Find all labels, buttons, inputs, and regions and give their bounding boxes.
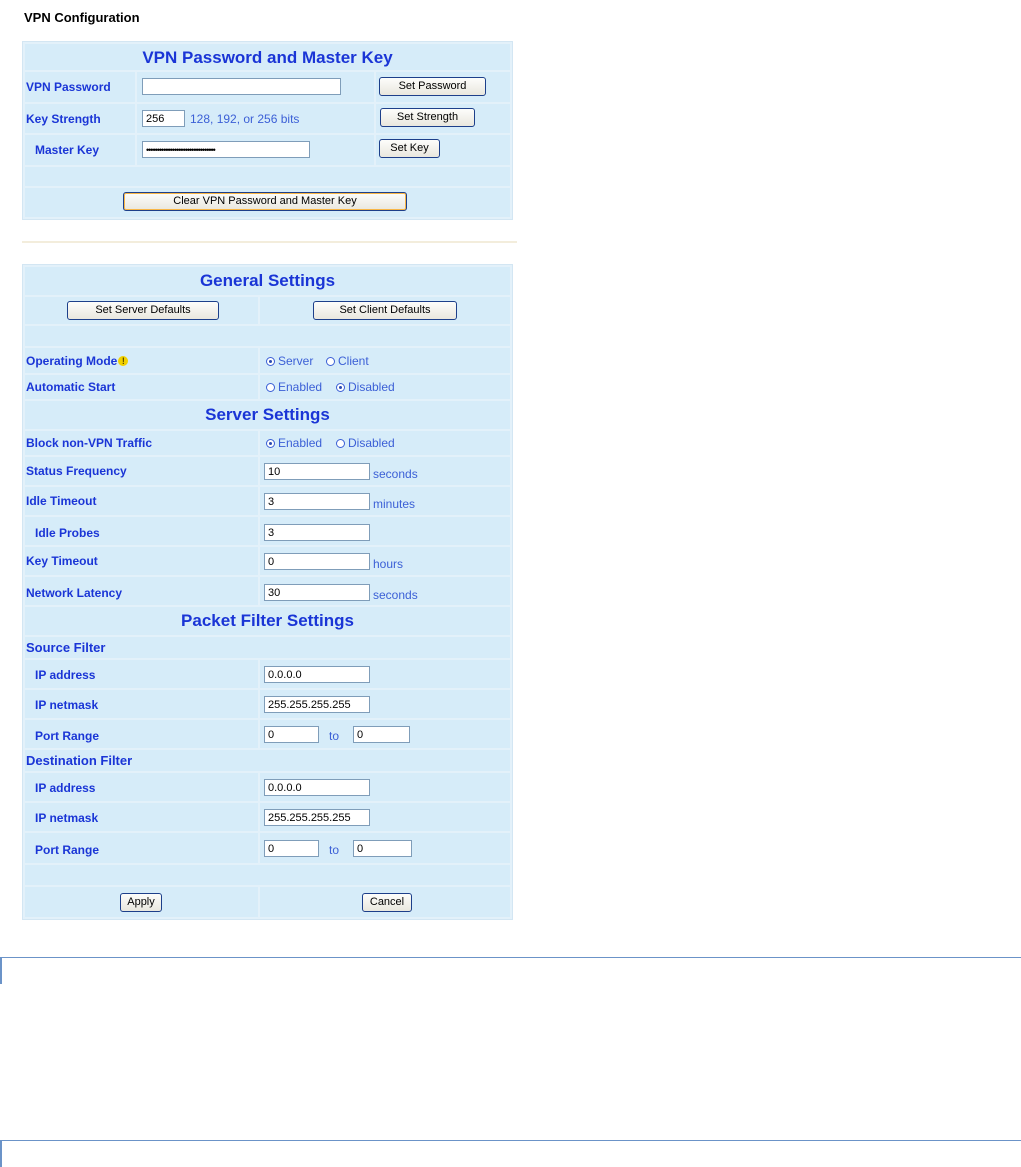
radio-empty-icon [336,439,345,448]
general-blank-row [23,326,512,346]
packet-blank-row [23,865,512,885]
clear-row [23,188,512,217]
automatic-start-row [23,375,512,399]
vpn-password-label: VPN Password [26,80,111,94]
idle-probes-label: Idle Probes [35,526,100,540]
key-strength-hint: 128, 192, or 256 bits [190,112,300,126]
packet-header-row [23,607,512,635]
source-ip-input[interactable] [264,666,370,683]
block-traffic-label: Block non-VPN Traffic [26,436,153,450]
key-strength-row [23,104,512,133]
source-port-to-input[interactable] [353,726,410,743]
master-key-label: Master Key [35,143,100,157]
source-ip-row [23,660,512,688]
warning-icon: ! [118,356,128,366]
network-latency-input[interactable] [264,584,370,601]
document-frame-top [0,957,1021,983]
key-timeout-unit: hours [373,557,404,571]
destination-port-from-input[interactable] [264,840,319,857]
vpn-password-panel [22,41,513,220]
page-title: VPN Configuration [24,10,140,25]
radio-empty-icon [266,383,275,392]
destination-ip-label: IP address [35,781,96,795]
source-port-from-input[interactable] [264,726,319,743]
destination-port-to-input[interactable] [353,840,412,857]
operating-mode-label: Operating Mode ! [26,354,128,368]
source-port-label: Port Range [35,729,100,743]
document-frame-bottom [0,1140,1021,1166]
network-latency-row [23,577,512,605]
idle-probes-row [23,517,512,545]
operating-mode-row [23,348,512,373]
set-client-defaults-button[interactable]: Set Client Defaults [313,301,457,320]
mode-client-radio[interactable]: Client [326,354,369,368]
radio-selected-icon [336,383,345,392]
block-traffic-disabled-radio[interactable]: Disabled [336,436,395,450]
destination-port-to-label: to [329,843,340,857]
server-settings-title: Server Settings [205,405,330,424]
source-port-row [23,720,512,748]
block-traffic-row [23,431,512,455]
general-settings-panel [22,264,513,920]
master-key-input[interactable] [142,141,310,158]
block-traffic-enabled-radio[interactable]: Enabled [266,436,322,450]
destination-netmask-input[interactable] [264,809,370,826]
idle-timeout-input[interactable] [264,493,370,510]
server-header-row [23,401,512,429]
master-key-row [23,135,512,165]
idle-timeout-row [23,487,512,515]
destination-filter-row [23,750,512,771]
network-latency-label: Network Latency [26,586,123,600]
automatic-start-label: Automatic Start [26,380,116,394]
radio-selected-icon [266,357,275,366]
key-strength-label: Key Strength [26,112,101,126]
key-timeout-input[interactable] [264,553,370,570]
status-frequency-label: Status Frequency [26,464,127,478]
radio-empty-icon [326,357,335,366]
section-divider [22,241,517,243]
vpn-blank-row [23,167,512,186]
destination-port-label: Port Range [35,843,100,857]
mode-server-radio[interactable]: Server [266,354,313,368]
destination-netmask-label: IP netmask [35,811,99,825]
set-key-button[interactable]: Set Key [379,139,440,158]
source-filter-row [23,637,512,658]
destination-netmask-row [23,803,512,831]
network-latency-unit: seconds [373,588,418,602]
status-frequency-input[interactable] [264,463,370,480]
source-ip-label: IP address [35,668,96,682]
key-timeout-row [23,547,512,575]
apply-button[interactable]: Apply [120,893,162,912]
key-strength-input[interactable] [142,110,185,127]
vpn-panel-header-row [23,44,512,70]
destination-filter-label: Destination Filter [26,753,133,768]
source-netmask-input[interactable] [264,696,370,713]
destination-port-row [23,833,512,863]
cancel-button[interactable]: Cancel [362,893,412,912]
destination-ip-input[interactable] [264,779,370,796]
source-port-to-label: to [329,729,340,743]
general-header-row [23,267,512,295]
idle-timeout-label: Idle Timeout [26,494,97,508]
set-strength-button[interactable]: Set Strength [380,108,475,127]
clear-vpn-password-button[interactable]: Clear VPN Password and Master Key [123,192,407,211]
idle-timeout-unit: minutes [373,497,416,511]
key-timeout-label: Key Timeout [26,554,98,568]
idle-probes-input[interactable] [264,524,370,541]
auto-start-enabled-radio[interactable]: Enabled [266,380,322,394]
source-netmask-row [23,690,512,718]
status-frequency-unit: seconds [373,467,418,481]
vpn-password-input[interactable] [142,78,341,95]
vpn-password-row [23,72,512,102]
auto-start-disabled-radio[interactable]: Disabled [336,380,395,394]
packet-filter-title: Packet Filter Settings [181,611,354,630]
radio-selected-icon [266,439,275,448]
source-filter-label: Source Filter [26,640,106,655]
action-row [23,887,512,917]
set-server-defaults-button[interactable]: Set Server Defaults [67,301,219,320]
status-frequency-row [23,457,512,485]
source-netmask-label: IP netmask [35,698,99,712]
defaults-row [23,297,512,324]
destination-ip-row [23,773,512,801]
set-password-button[interactable]: Set Password [379,77,486,96]
general-settings-title: General Settings [199,271,336,290]
vpn-panel-title: VPN Password and Master Key [142,48,393,67]
